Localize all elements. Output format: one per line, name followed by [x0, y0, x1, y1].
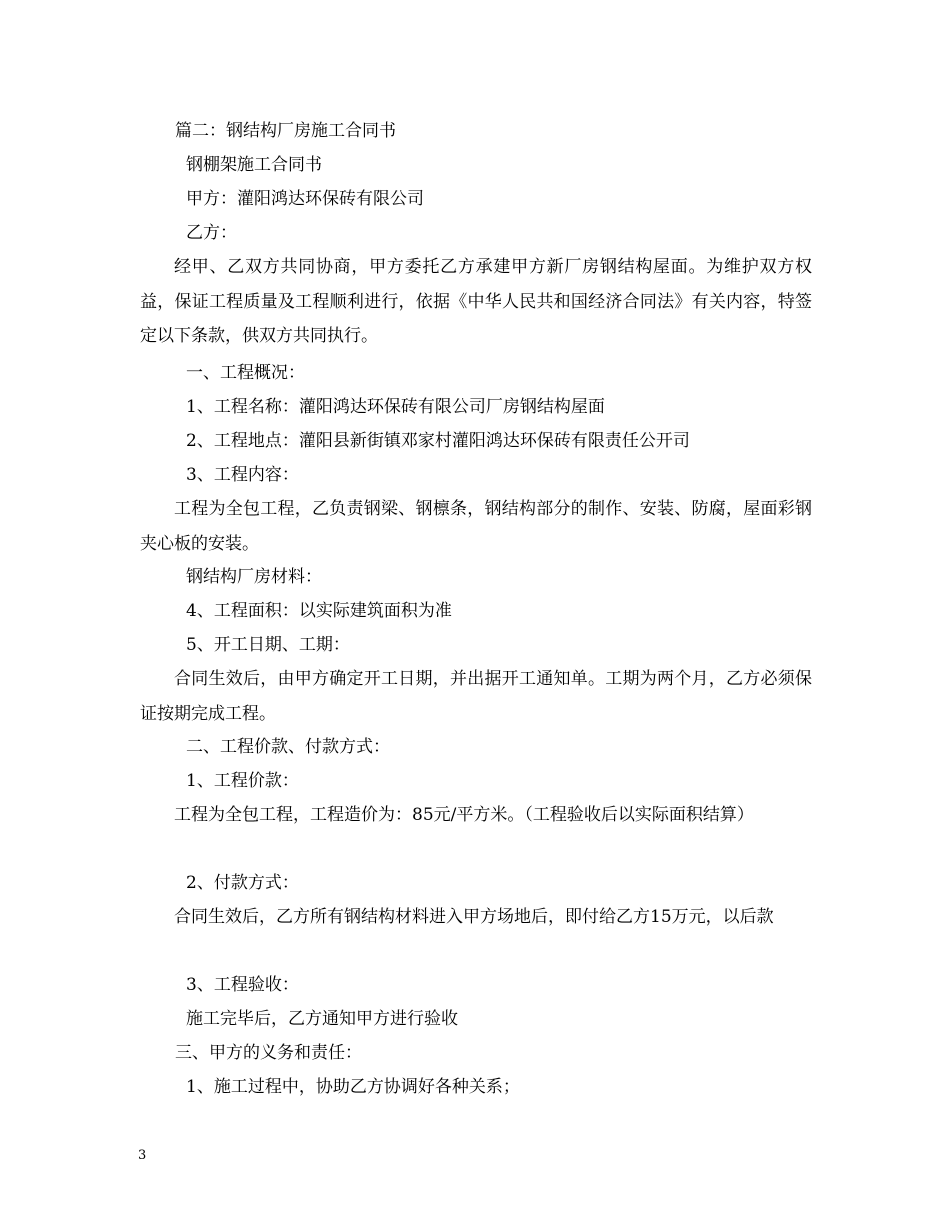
- heading-project-overview: 一、工程概况：: [186, 363, 305, 383]
- start-date-heading: 5、开工日期、工期：: [186, 635, 350, 655]
- party-b-line: 乙方：: [186, 223, 237, 243]
- acceptance-heading: 3、工程验收：: [186, 975, 299, 995]
- contract-title: 钢棚架施工合同书: [186, 155, 322, 175]
- heading-price-payment: 二、工程价款、付款方式：: [186, 737, 390, 757]
- project-content-heading: 3、工程内容：: [186, 465, 299, 485]
- section-title: 篇二：钢结构厂房施工合同书: [175, 121, 396, 141]
- heading-party-a-duties: 三、甲方的义务和责任：: [175, 1043, 362, 1063]
- acceptance-line: 施工完毕后，乙方通知甲方进行验收: [186, 1009, 458, 1029]
- price-heading: 1、工程价款：: [186, 771, 299, 791]
- start-date-paragraph: 合同生效后，由甲方确定开工日期，并出据开工通知单。工期为两个月，乙方必须保证按期完成工程。: [140, 669, 812, 724]
- duty-item-1: 1、施工过程中，协助乙方协调好各种关系；: [186, 1077, 520, 1097]
- project-name-line: 1、工程名称：灌阳鸿达环保砖有限公司厂房钢结构屋面: [186, 397, 605, 417]
- project-area-line: 4、工程面积：以实际建筑面积为准: [186, 601, 452, 621]
- page-number: 3: [138, 1148, 147, 1163]
- project-location-line: 2、工程地点：灌阳县新街镇邓家村灌阳鸿达环保砖有限责任公开司: [186, 431, 690, 451]
- project-content-paragraph: 工程为全包工程，乙负责钢梁、钢檩条，钢结构部分的制作、安装、防腐，屋面彩钢夹心板的安装。: [140, 499, 812, 554]
- payment-method-heading: 2、付款方式：: [186, 873, 299, 893]
- intro-paragraph: 经甲、乙双方共同协商，甲方委托乙方承建甲方新厂房钢结构屋面。为维护双方权益，保证工程质量及工程顺利进行，依据《中华人民共和国经济合同法》有关内容，特签定以下条款，供双方共同执行。: [140, 257, 812, 346]
- payment-paragraph: 合同生效后，乙方所有钢结构材料进入甲方场地后，即付给乙方15万元，以后款: [174, 907, 774, 927]
- materials-line: 钢结构厂房材料：: [186, 567, 322, 587]
- price-paragraph: 工程为全包工程，工程造价为：85元/平方米。（工程验收后以实际面积结算）: [174, 805, 754, 825]
- party-a-line: 甲方：灌阳鸿达环保砖有限公司: [186, 189, 424, 209]
